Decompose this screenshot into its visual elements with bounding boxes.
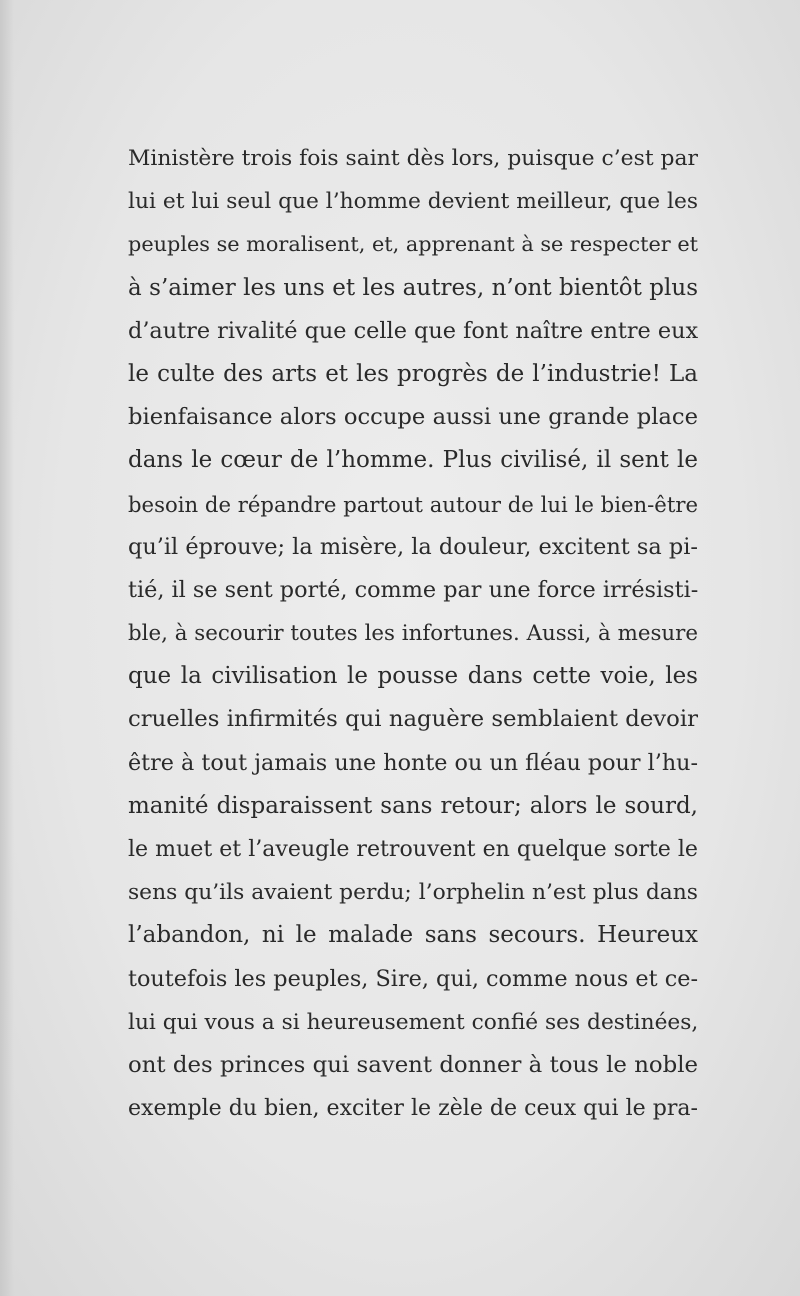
text-line: ont des princes qui savent donner à tous le noble [128,1051,698,1078]
text-line: sens qu’ils avaient perdu; l’orphelin n’est plus dans [128,880,698,906]
text-line: le culte des arts et les progrès de l’industrie! La [128,360,698,387]
text-line: exemple du bien, exciter le zèle de ceux qui le pra- [128,1096,698,1122]
text-line: Ministère trois fois saint dès lors, puisque c’est par [128,146,698,171]
text-line: l’abandon, ni le malade sans secours. Heureux [128,922,698,949]
text-line: lui et lui seul que l’homme devient meilleur, que les [128,189,698,215]
text-line: d’autre rivalité que celle que font naître entre eux [128,317,699,344]
text-line: bienfaisance alors occupe aussi une grande place [128,404,698,431]
text-line: toutefois les peuples, Sire, qui, comme nous et ce- [128,965,698,992]
text-line: qu’il éprouve; la misère, la douleur, excitent sa pi- [128,533,698,560]
text-line: besoin de répandre partout autour de lui le bien-être [128,491,698,517]
text-line: peuples se moralisent, et, apprenant à se respecter et [128,232,698,257]
text-line: lui qui vous a si heureusement confié ses destinées, [128,1009,699,1035]
text-line: manité disparaissent sans retour; alors le sourd, [128,792,698,819]
text-line: être à tout jamais une honte ou un fléau pour l’hu- [128,749,698,776]
text-line: à s’aimer les uns et les autres, n’ont bientôt plus [128,274,698,301]
text-line: cruelles infirmités qui naguère semblaient devoir [128,706,698,733]
text-line: le muet et l’aveugle retrouvent en quelque sorte le [128,837,698,862]
text-line: tié, il se sent porté, comme par une force irrésisti- [128,576,699,603]
body-text [128,137,698,1130]
text-line: dans le cœur de l’homme. Plus civilisé, il sent le [128,447,698,474]
text-line: ble, à secourir toutes les infortunes. Aussi, à mesure [128,621,698,647]
text-line: que la civilisation le pousse dans cette voie, les [128,663,698,690]
page-edge-shadow [0,0,14,1296]
